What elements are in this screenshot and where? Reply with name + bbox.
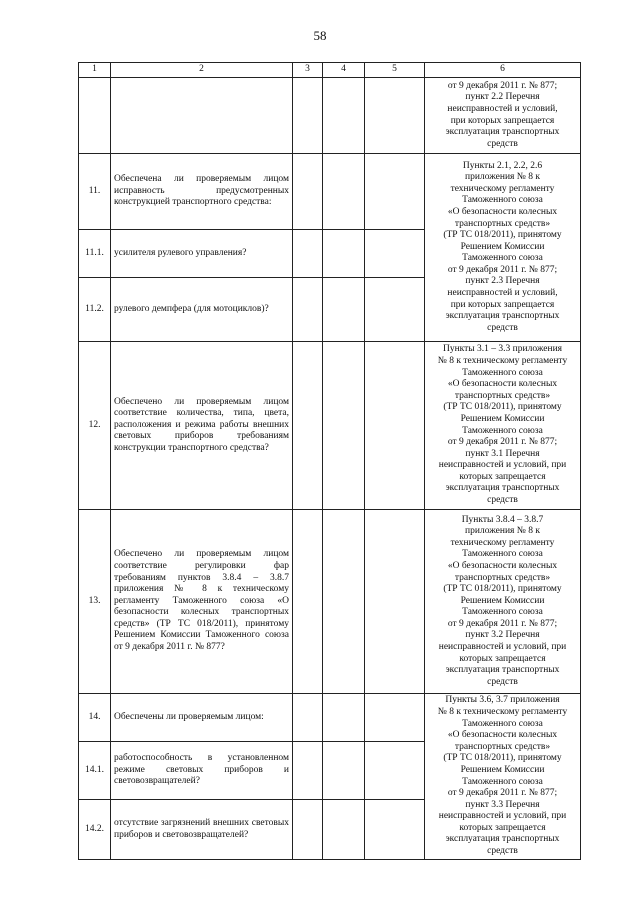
header-col-4: 4 <box>323 63 365 78</box>
header-col-5: 5 <box>365 63 425 78</box>
row-question <box>111 78 293 154</box>
row-question: рулевого демпфера (для мотоциклов)? <box>111 278 293 342</box>
table-row <box>79 694 581 742</box>
header-col-6: 6 <box>425 63 581 78</box>
row-reference <box>425 154 581 342</box>
header-col-3: 3 <box>293 63 323 78</box>
reference-text: от 9 декабря 2011 г. № 877; пункт 2.2 Перечня неисправностей и условий, при которых запрещается эксплуатация транспортных средств <box>445 80 560 149</box>
row-question: Обеспечено ли проверяемым лицом соответствие количества, типа, цвета, расположения и режима работы внешних световых приборов требованиям конструкции транспортного средства? <box>111 342 293 510</box>
cell-col-5 <box>365 694 425 742</box>
row-reference <box>425 342 581 510</box>
cell-col-5 <box>365 510 425 694</box>
header-col-2: 2 <box>111 63 293 78</box>
cell-col-5 <box>365 742 425 800</box>
cell-col-3 <box>293 742 323 800</box>
row-reference <box>425 694 581 860</box>
cell-col-3 <box>293 342 323 510</box>
table-row <box>79 78 581 154</box>
cell-col-5 <box>365 154 425 230</box>
cell-col-3 <box>293 800 323 860</box>
table-row <box>79 342 581 510</box>
cell-col-3 <box>293 510 323 694</box>
table-row <box>79 154 581 230</box>
page-number: 58 <box>313 28 327 43</box>
row-number: 14.1. <box>79 742 111 800</box>
row-number: 11. <box>79 154 111 230</box>
cell-col-4 <box>323 278 365 342</box>
cell-col-5 <box>365 800 425 860</box>
header-col-1: 1 <box>79 63 111 78</box>
row-question: работоспособность в установленном режиме световых приборов и световозвращателей? <box>111 742 293 800</box>
cell-col-5 <box>365 342 425 510</box>
header-row <box>79 63 581 78</box>
cell-col-5 <box>365 230 425 278</box>
cell-col-4 <box>323 154 365 230</box>
row-number: 14.2. <box>79 800 111 860</box>
cell-col-3 <box>293 78 323 154</box>
cell-col-4 <box>323 342 365 510</box>
row-number <box>79 78 111 154</box>
row-question: усилителя рулевого управления? <box>111 230 293 278</box>
row-number: 11.1. <box>79 230 111 278</box>
table-row <box>79 510 581 694</box>
row-question: Обеспечено ли проверяемым лицом соответствие регулировки фар требованиям пунктов 3.8.4 – 3.8.7 приложения № 8 к техническому регламенту Таможенного союза «О безопасности колесных транспортных средств» (ТР ТС 018/2011), принятому Решением Комиссии Таможенного союза от 9 декабря 2011 г. № 877? <box>111 510 293 694</box>
reference-text: Пункты 3.6, 3.7 приложения № 8 к техническому регламенту Таможенного союза «О безопасности колесных транспортных средств» (ТР ТС 018/2011), принятому Решением Комиссии Таможенного союза от 9 декабря 2011 г. № 877; пункт 3.3 Перечня неисправностей и условий, при которых запрещается эксплуатация транспортных средств <box>437 695 568 856</box>
row-number: 13. <box>79 510 111 694</box>
cell-col-4 <box>323 742 365 800</box>
row-question: отсутствие загрязнений внешних световых приборов и световозвращателей? <box>111 800 293 860</box>
row-reference <box>425 78 581 154</box>
reference-text: Пункты 3.1 – 3.3 приложения № 8 к техническому регламенту Таможенного союза «О безопасности колесных транспортных средств» (ТР ТС 018/2011), принятому Решением Комиссии Таможенного союза от 9 декабря 2011 г. № 877; пункт 3.1 Перечня неисправностей и условий, при которых запрещается эксплуатация транспортных средств <box>437 344 568 505</box>
cell-col-4 <box>323 78 365 154</box>
row-number: 12. <box>79 342 111 510</box>
row-question: Обеспечены ли проверяемым лицом: <box>111 694 293 742</box>
cell-col-4 <box>323 800 365 860</box>
cell-col-3 <box>293 278 323 342</box>
row-number: 14. <box>79 694 111 742</box>
cell-col-3 <box>293 230 323 278</box>
cell-col-4 <box>323 510 365 694</box>
cell-col-3 <box>293 694 323 742</box>
cell-col-3 <box>293 154 323 230</box>
row-number: 11.2. <box>79 278 111 342</box>
cell-col-5 <box>365 78 425 154</box>
reference-text: Пункты 2.1, 2.2, 2.6 приложения № 8 к техническому регламенту Таможенного союза «О безопасности колесных транспортных средств» (ТР ТС 018/2011), принятому Решением Комиссии Таможенного союза от 9 декабря 2011 г. № 877; пункт 2.3 Перечня неисправностей и условий, при которых запрещается эксплуатация транспортных средств <box>443 160 562 333</box>
cell-col-4 <box>323 694 365 742</box>
row-question: Обеспечена ли проверяемым лицом исправность предусмотренных конструкцией транспортного средства: <box>111 154 293 230</box>
row-reference <box>425 510 581 694</box>
cell-col-4 <box>323 230 365 278</box>
checklist-table <box>78 62 581 860</box>
reference-text: Пункты 3.8.4 – 3.8.7 приложения № 8 к техническому регламенту Таможенного союза «О безопасности колесных транспортных средств» (ТР ТС 018/2011), принятому Решением Комиссии Таможенного союза от 9 декабря 2011 г. № 877; пункт 3.2 Перечня неисправностей и условий, при которых запрещается эксплуатация транспортных средств <box>438 514 567 687</box>
cell-col-5 <box>365 278 425 342</box>
